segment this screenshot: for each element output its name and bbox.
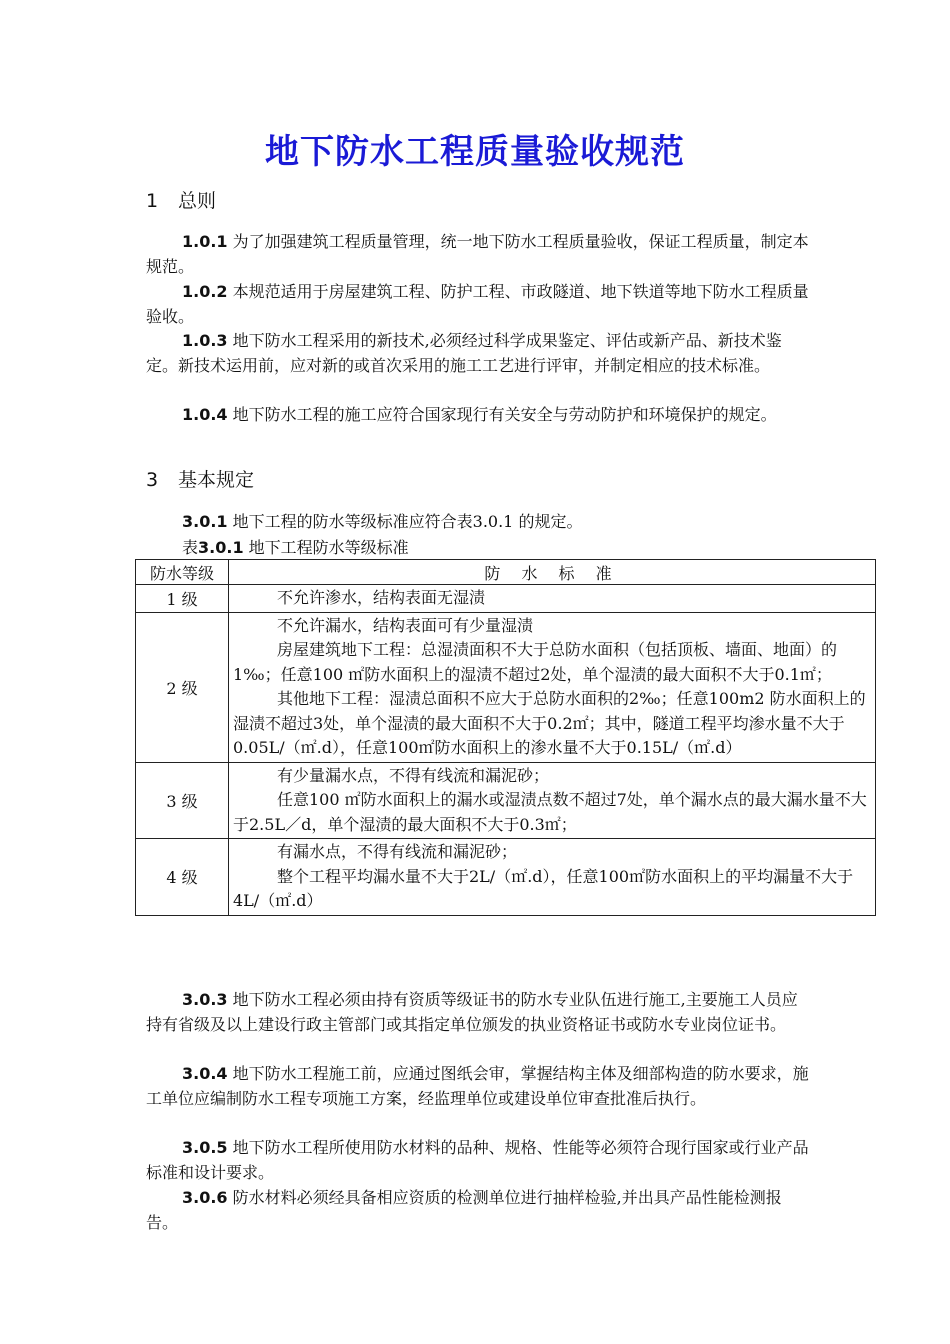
table-row <box>136 585 876 613</box>
standard-cell <box>229 585 876 613</box>
clause-1-0-2 <box>146 280 810 329</box>
clause-number: 3.0.1 <box>182 512 228 531</box>
table-row <box>136 762 876 839</box>
clause-number: 1.0.1 <box>182 232 228 251</box>
standard-cell <box>229 762 876 839</box>
table-caption-prefix: 表 <box>182 538 199 557</box>
clause-text: 地下防水工程必须由持有资质等级证书的防水专业队伍进行施工,主要施工人员应持有省级及以上建设行政主管部门或其指定单位颁发的执业资格证书或防水专业岗位证书。 <box>146 990 798 1034</box>
clause-1-0-4 <box>146 403 810 428</box>
clause-number: 3.0.5 <box>182 1138 228 1157</box>
table-header-row <box>136 560 876 585</box>
standard-line: 不允许渗水，结构表面无湿渍 <box>277 588 486 607</box>
standard-line: 整个工程平均漏水量不大于2L/（㎡.d），任意100㎡防水面积上的平均漏量不大于4L/（㎡.d） <box>233 866 854 910</box>
header-standard: 防 水 标 准 <box>229 560 876 585</box>
standard-line: 不允许漏水，结构表面可有少量湿渍 <box>277 615 534 635</box>
clause-3-0-3 <box>146 988 810 1037</box>
header-grade: 防水等级 <box>136 560 229 585</box>
standard-line: 房屋建筑地下工程：总湿渍面积不大于总防水面积（包括顶板、墙面、地面）的1‰；任意100 ㎡防水面积上的湿渍不超过2处，单个湿渍的最大面积不大于0.1㎡； <box>233 640 838 684</box>
table-caption-text: 地下工程防水等级标准 <box>243 538 409 557</box>
clause-text: 防水材料必须经具备相应资质的检测单位进行抽样检验,并出具产品性能检测报告。 <box>146 1188 782 1232</box>
clause-number: 3.0.3 <box>182 990 228 1009</box>
clause-number: 3.0.6 <box>182 1188 228 1207</box>
clause-number: 1.0.2 <box>182 282 228 301</box>
standard-cell <box>229 839 876 916</box>
clause-text: 为了加强建筑工程质量管理，统一地下防水工程质量验收，保证工程质量，制定本规范。 <box>146 232 809 276</box>
grade-cell: 1 级 <box>136 585 229 613</box>
clause-3-0-6 <box>146 1186 810 1235</box>
clause-text: 地下防水工程所使用防水材料的品种、规格、性能等必须符合现行国家或行业产品标准和设计要求。 <box>146 1138 809 1182</box>
section-1-title: 总则 <box>178 190 217 212</box>
grade-cell: 2 级 <box>136 612 229 762</box>
clause-1-0-3 <box>146 329 810 378</box>
standard-line: 有漏水点，不得有线流和漏泥砂； <box>277 842 518 861</box>
table-caption <box>182 535 409 558</box>
clause-text: 地下防水工程施工前，应通过图纸会审，掌握结构主体及细部构造的防水要求，施工单位应编制防水工程专项施工方案，经监理单位或建设单位审查批准后执行。 <box>146 1064 809 1108</box>
table-row <box>136 612 876 762</box>
section-1-number: 1 <box>146 190 159 212</box>
section-3-number: 3 <box>146 469 159 491</box>
waterproof-grade-table <box>135 559 876 916</box>
section-1-heading <box>146 186 216 213</box>
clause-text: 地下防水工程的施工应符合国家现行有关安全与劳动防护和环境保护的规定。 <box>227 405 777 424</box>
clause-3-0-5 <box>146 1136 810 1185</box>
clause-text: 地下防水工程采用的新技术,必须经过科学成果鉴定、评估或新产品、新技术鉴定。新技术运用前，应对新的或首次采用的施工工艺进行评审，并制定相应的技术标准。 <box>146 331 782 375</box>
section-3-heading <box>146 465 254 492</box>
standard-line: 有少量漏水点，不得有线流和漏泥砂； <box>277 765 550 785</box>
table-caption-number: 3.0.1 <box>198 538 244 557</box>
document-title: 地下防水工程质量验收规范 <box>265 132 685 172</box>
table-row <box>136 839 876 916</box>
section-3-title: 基本规定 <box>178 469 255 491</box>
clause-3-0-1 <box>146 510 810 535</box>
clause-text: 本规范适用于房屋建筑工程、防护工程、市政隧道、地下铁道等地下防水工程质量验收。 <box>146 282 809 326</box>
clause-text: 地下工程的防水等级标准应符合表3.0.1 的规定。 <box>227 512 583 531</box>
standard-cell <box>229 612 876 762</box>
clause-3-0-4 <box>146 1062 810 1111</box>
standard-line: 其他地下工程：湿渍总面积不应大于总防水面积的2‰；任意100m2 防水面积上的湿渍不超过3处，单个湿渍的最大面积不大于0.2㎡；其中，隧道工程平均渗水量不大于0.05L/（㎡.d），任意100㎡防水面积上的渗水量不大于0.15L/（㎡.d） <box>233 689 866 757</box>
clause-number: 1.0.4 <box>182 405 228 424</box>
clause-number: 1.0.3 <box>182 331 228 350</box>
grade-cell: 4 级 <box>136 839 229 916</box>
grade-cell: 3 级 <box>136 762 229 839</box>
standard-line: 任意100 ㎡防水面积上的漏水或湿渍点数不超过7处，单个漏水点的最大漏水量不大于2.5L／d，单个湿渍的最大面积不大于0.3㎡； <box>233 790 867 834</box>
clause-number: 3.0.4 <box>182 1064 228 1083</box>
clause-1-0-1 <box>146 230 810 279</box>
